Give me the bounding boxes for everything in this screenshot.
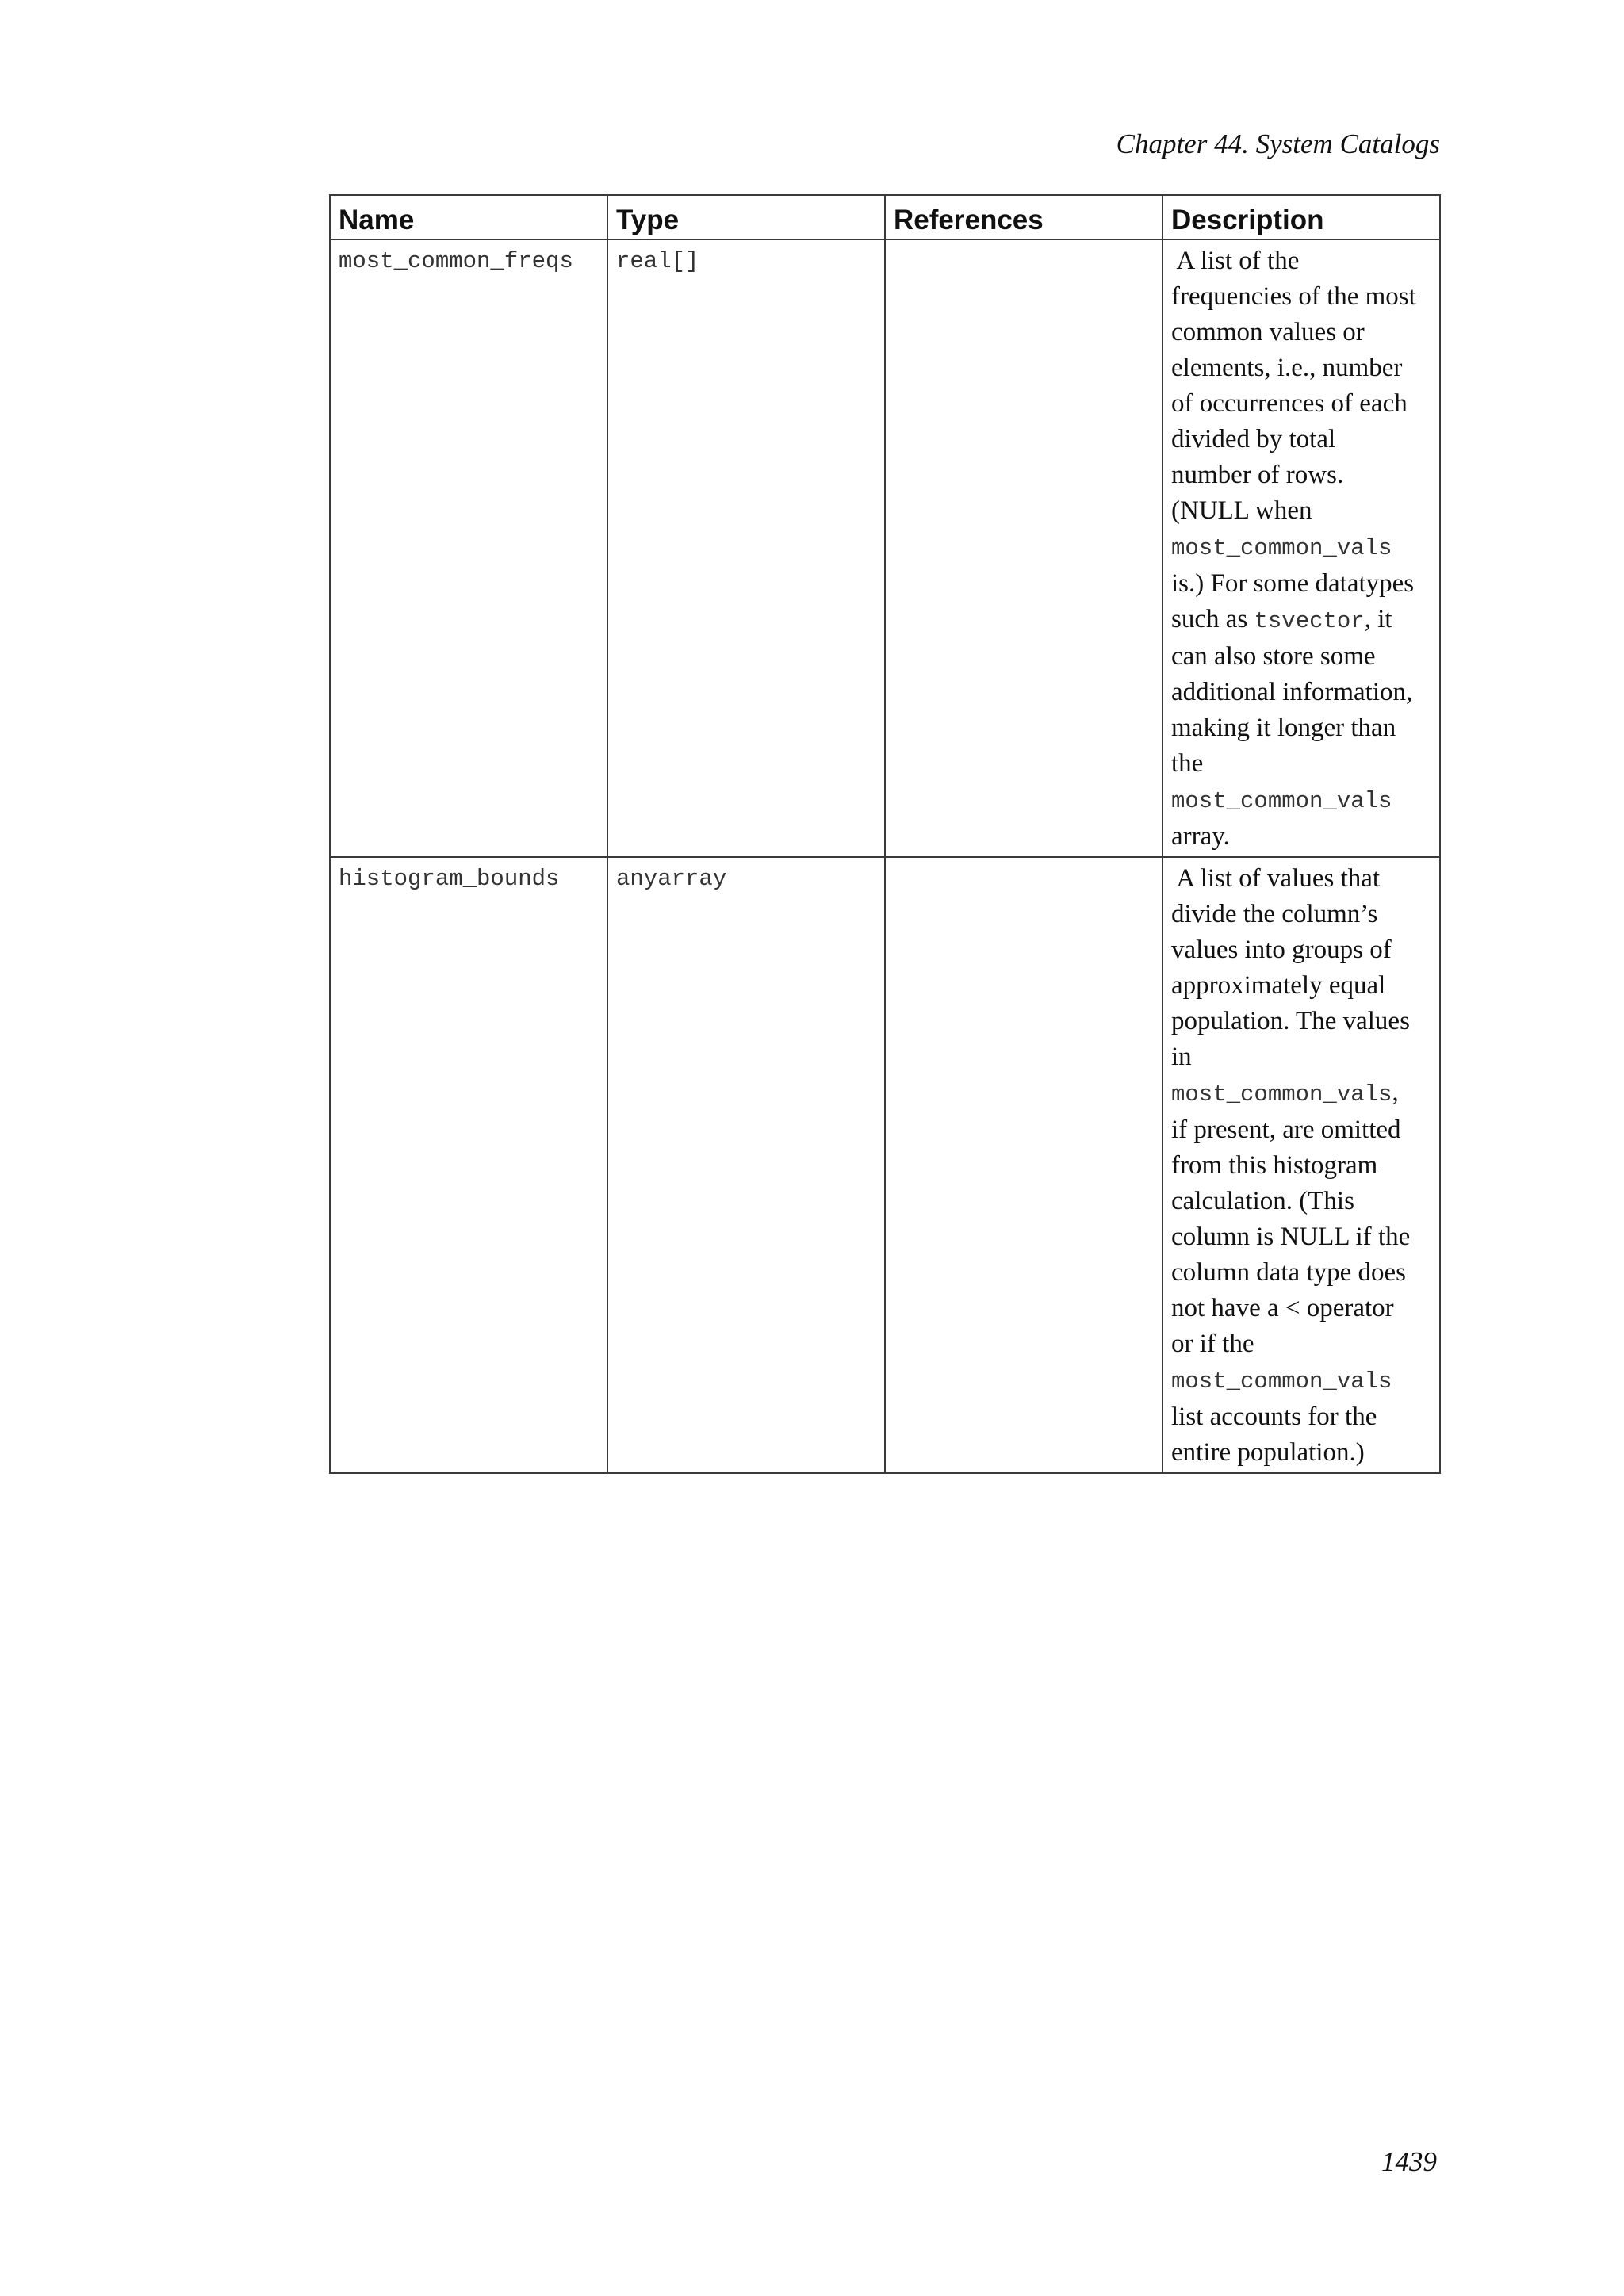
table-row <box>330 857 1440 1473</box>
description-line <box>1171 529 1431 566</box>
cell-type: anyarray <box>607 857 885 1473</box>
table-row <box>330 239 1440 857</box>
description-line: approximately equal <box>1171 971 1386 1000</box>
description-line: (NULL when <box>1171 496 1312 525</box>
description-line: A list of values that <box>1171 864 1381 893</box>
column-header-name: Name <box>330 195 607 239</box>
cell-references <box>885 857 1162 1473</box>
description-line <box>1171 782 1431 819</box>
catalog-columns-table <box>329 194 1441 1474</box>
description-line: calculation. (This <box>1171 1187 1354 1215</box>
description-line: of occurrences of each <box>1171 389 1408 418</box>
description-line: from this histogram <box>1171 1151 1378 1180</box>
code-reference: most_common_vals <box>1171 535 1392 561</box>
description-line: array. <box>1171 822 1230 851</box>
description-line: divide the column’s <box>1171 900 1378 928</box>
description-line: the <box>1171 749 1204 778</box>
cell-type: real[] <box>607 239 885 857</box>
column-header-type: Type <box>607 195 885 239</box>
description-line: divided by total <box>1171 425 1336 453</box>
running-header: Chapter 44. System Catalogs <box>1116 128 1440 159</box>
description-text: such as <box>1171 605 1254 633</box>
description-line <box>1171 602 1431 639</box>
description-line: values into groups of <box>1171 936 1392 964</box>
page-number: 1439 <box>1381 2146 1437 2177</box>
column-header-references: References <box>885 195 1162 239</box>
description-line: column data type does <box>1171 1258 1407 1287</box>
cell-name: histogram_bounds <box>330 857 607 1473</box>
description-line: population. The values <box>1171 1007 1410 1035</box>
description-line: list accounts for the <box>1171 1402 1377 1431</box>
description-line: frequencies of the most <box>1171 282 1416 311</box>
code-reference: tsvector <box>1254 608 1365 634</box>
column-header-description: Description <box>1162 195 1440 239</box>
description-line: number of rows. <box>1171 461 1344 489</box>
description-line: elements, i.e., number <box>1171 354 1403 382</box>
code-reference: most_common_vals <box>1171 788 1392 814</box>
description-text: , <box>1392 1078 1399 1107</box>
cell-description <box>1162 857 1440 1473</box>
code-reference: most_common_vals <box>1171 1368 1392 1395</box>
description-line: if present, are omitted <box>1171 1115 1401 1144</box>
description-line: A list of the <box>1171 247 1300 275</box>
description-line: in <box>1171 1043 1192 1071</box>
description-line: entire population.) <box>1171 1438 1365 1467</box>
table-header-row <box>330 195 1440 239</box>
description-line: can also store some <box>1171 642 1376 671</box>
description-line: making it longer than <box>1171 714 1396 742</box>
description-line: is.) For some datatypes <box>1171 569 1415 598</box>
description-line: column is NULL if the <box>1171 1223 1411 1251</box>
code-reference: most_common_vals <box>1171 1081 1392 1108</box>
description-line <box>1171 1075 1431 1112</box>
cell-description <box>1162 239 1440 857</box>
description-line: not have a < operator <box>1171 1294 1394 1322</box>
cell-references <box>885 239 1162 857</box>
description-line <box>1171 1362 1431 1399</box>
description-line: additional information, <box>1171 678 1413 706</box>
cell-name: most_common_freqs <box>330 239 607 857</box>
description-line: common values or <box>1171 318 1365 346</box>
description-line: or if the <box>1171 1330 1254 1358</box>
description-text: , it <box>1364 605 1392 633</box>
